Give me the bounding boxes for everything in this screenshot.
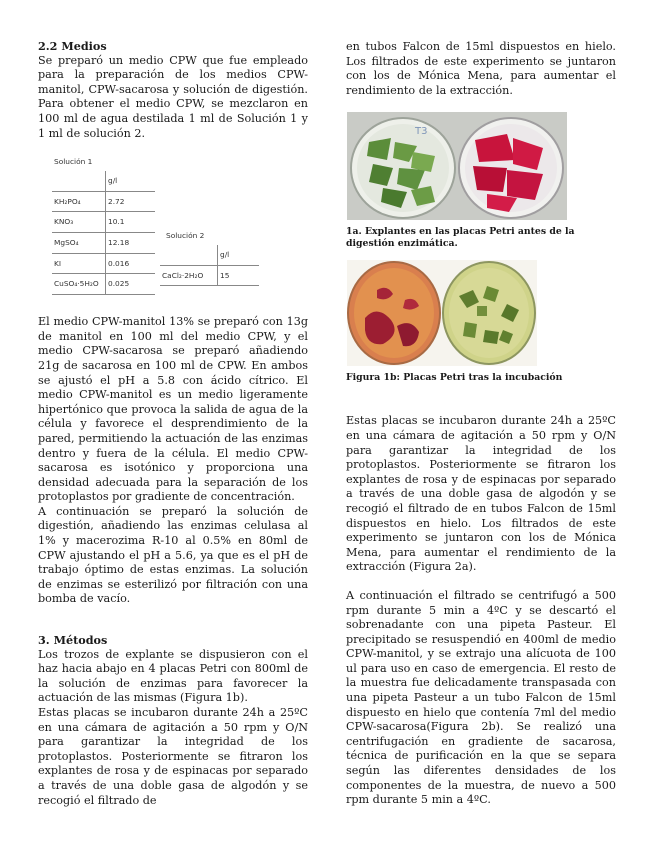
right-column: [346, 40, 616, 808]
petri-dishes-image: [347, 112, 567, 220]
solutions-tables: [38, 149, 308, 309]
caption-figure-1a: 1a. Explantes en las placas Petri antes de la digestión enzimática.: [346, 226, 575, 250]
table-row: [160, 265, 259, 286]
value-cell: 15: [218, 265, 260, 286]
unit-cell: g/l: [218, 245, 260, 265]
dish-label: T3: [415, 126, 428, 138]
paragraph-falcon: en tubos Falcon de 15ml dispuestos en hielo. Los filtrados de este experimento se juntaron con los de Mónica Mena, para aumentar el rendimiento de la extracción.: [346, 40, 616, 97]
section-heading-metodos: 3. Métodos: [38, 633, 108, 648]
paragraph-medio-cpw: Se preparó un medio CPW que fue empleado para la preparación de los medios CPW-manitol, CPW-sacarosa y solución de digestión. Para obtener el medio CPW, se mezclaron en 100 ml de agua destilada 1 ml de Solución 1 y 1 ml de solución 2.: [38, 53, 308, 140]
solution1-table: [52, 171, 155, 295]
petri-dishes-incubated-image: [347, 260, 537, 366]
compound-cell: KI: [52, 253, 106, 274]
photo-petri-before-digestion: [347, 112, 567, 220]
compound-cell: KNO₃: [52, 212, 106, 233]
paragraph-centrifugacion: A continuación el filtrado se centrifugó a 500 rpm durante 5 min a 4ºC y se descartó el sobrenadante con una pipeta Pasteur. El precipitado se resuspendió en 400ml de medio CPW-manitol, y se extrajo una alícuota de 100 ul para uso en caso de emergencia. El resto de la muestra fue delicadamente transpasada con una pipeta Pasteur a un tubo Falcon de 15ml dispuesto en hielo que contenía 7ml del medio CPW-sacarosa(Figura 2b). Se realizó una centrifugación en gradiente de sacarosa, técnica de purificación en la que se separa según las diferentes densidades de los componentes de la muestra, de nuevo a 500 rpm durante 5 min a 4ºC.: [346, 588, 616, 807]
paragraph-digestion: A continuación se preparó la solución de digestión, añadiendo las enzimas celulasa al 1% y macerozima R-10 al 0.5% en 80ml de CPW ajustando el pH a 5.6, ya que es el pH de trabajo óptimo de estas enzimas. La solución de enzimas se esterilizó por filtración con una bomba de vacío.: [38, 504, 308, 606]
compound-cell: CuSO₄·5H₂O: [52, 274, 106, 295]
paragraph-incubacion-2: Estas placas se incubaron durante 24h a 25ºC en una cámara de agitación a 50 rpm y O/N para garantizar la integridad de los protoplastos. Posteriormente se fitraron los explantes de rosa y de espinacas por separado a través de una doble gasa de algodón y se recogió el filtrado de en tubos Falcon de 15ml dispuestos en hielo. Los filtrados de este experimento se juntaron con los de Mónica Mena, para aumentar el rendimiento de la extracción (Figura 2a).: [346, 414, 616, 574]
paragraph-incubacion: Estas placas se incubaron durante 24h a 25ºC en una cámara de agitación a 50 rpm y O/N para garantizar la integridad de los protoplastos. Posteriormente se fitraron los explantes de rosa y de espinacas por separado a través de una doble gasa de algodón y se recogió el filtrado de: [38, 706, 308, 807]
table-row: [52, 253, 155, 274]
solution1-caption: Solución 1: [54, 157, 93, 167]
value-cell: 12.18: [106, 232, 156, 253]
value-cell: 2.72: [106, 191, 156, 212]
table-row: [160, 245, 259, 265]
table-row: [52, 191, 155, 212]
section-heading-medios: 2.2 Medios: [38, 39, 107, 53]
compound-cell: KH₂PO₄: [52, 191, 106, 212]
solution2-table: [160, 245, 259, 286]
value-cell: 0.025: [106, 274, 156, 295]
paragraph-explantes: Los trozos de explante se dispusieron con el haz hacia abajo en 4 placas Petri con 800ml de la solución de enzimas para favorecer la actuación de las mismas (Figura 1b).: [38, 647, 308, 705]
value-cell: 0.016: [106, 253, 156, 274]
table-row: [52, 232, 155, 253]
paragraph-cpw-manitol: El medio CPW-manitol 13% se preparó con 13g de manitol en 100 ml del medio CPW, y el medio CPW-sacarosa se preparó añadiendo 21g de sacarosa en 100 ml de CPW. En ambos se ajustó el pH a 5.8 con ácido cítrico. El medio CPW-manitol es un medio ligeramente hipertónico que provoca la salida de agua de la célula y favorece el desprendimiento de la pared, permitiendo la actuación de las enzimas dentro y fuera de la célula. El medio CPW- sacarosa es isotónico y proporciona una densidad adecuada para la separación de los protoplastos por gradiente de concentración.: [38, 315, 308, 504]
table-row: [52, 274, 155, 295]
caption-figure-1b: Figura 1b: Placas Petri tras la incubación: [346, 372, 563, 384]
photo-petri-after-incubation: [347, 260, 537, 366]
compound-cell: MgSO₄: [52, 232, 106, 253]
left-column: [38, 39, 308, 808]
value-cell: 10.1: [106, 212, 156, 233]
compound-cell: CaCl₂·2H₂O: [160, 265, 218, 286]
solution2-caption: Solución 2: [166, 231, 205, 241]
unit-cell: g/l: [106, 171, 156, 191]
table-row: [52, 212, 155, 233]
table-row: [52, 171, 155, 191]
